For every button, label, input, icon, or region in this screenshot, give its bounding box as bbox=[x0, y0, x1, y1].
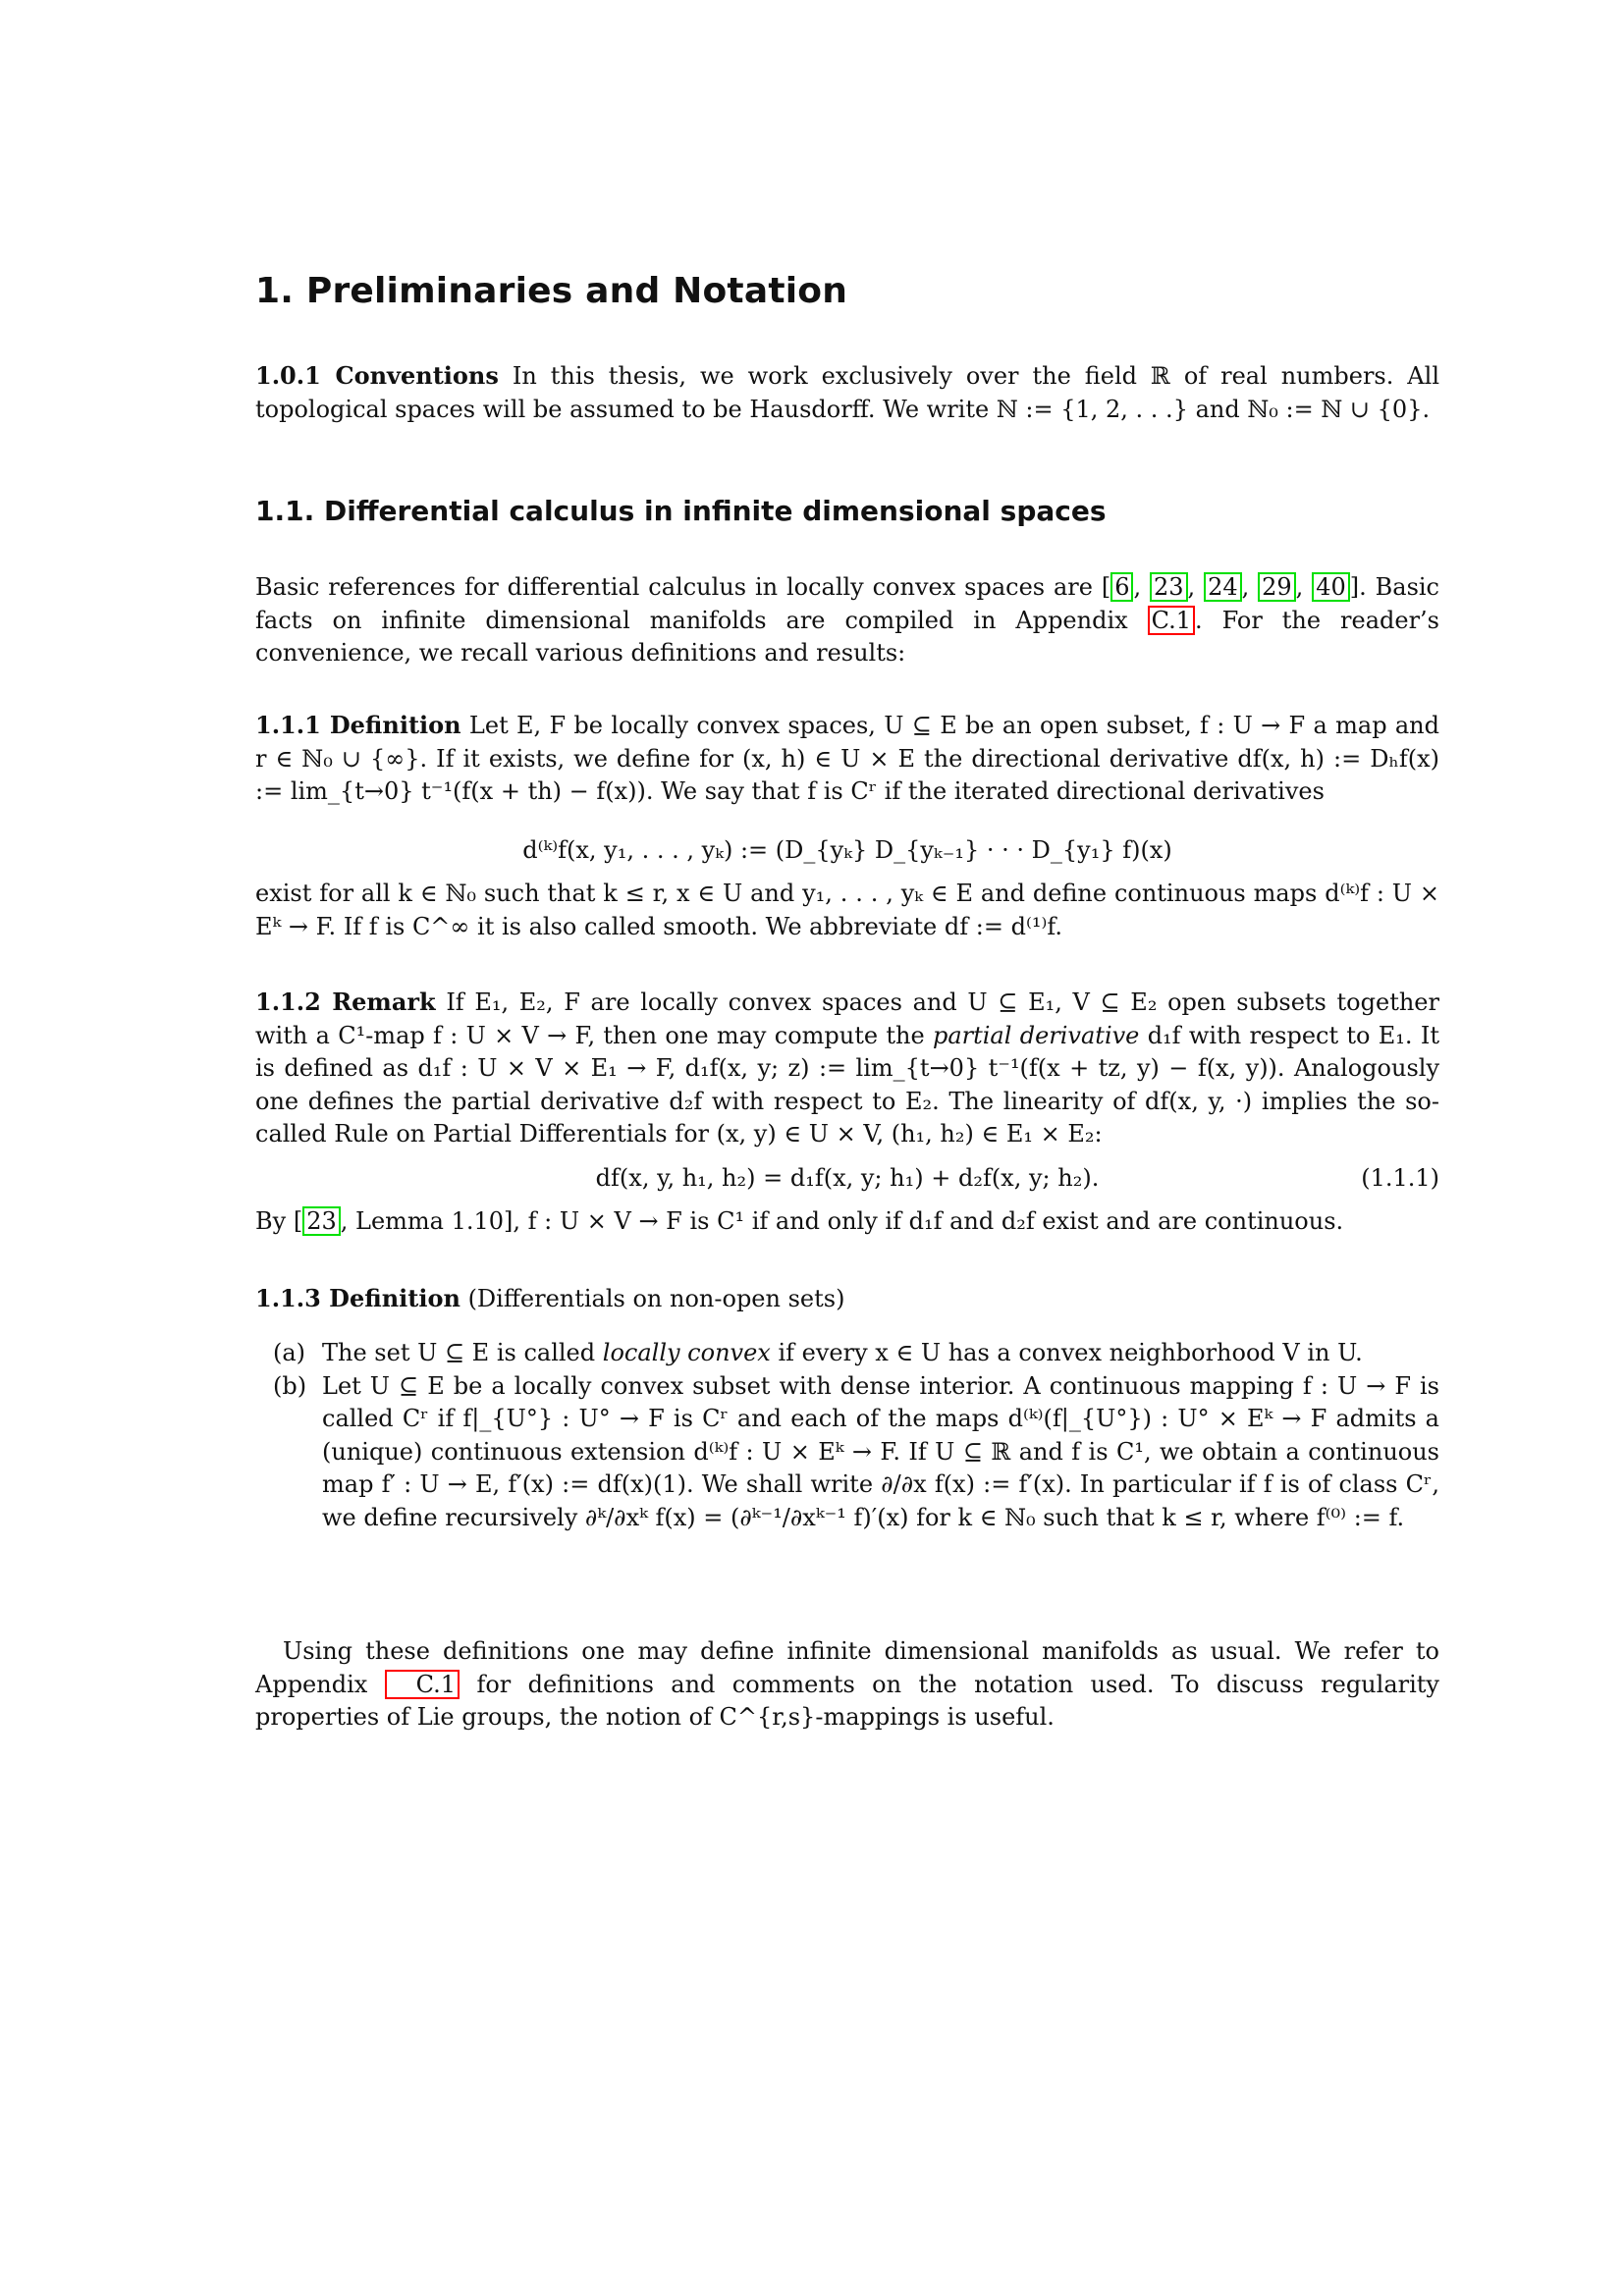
list-item bbox=[255, 1337, 1439, 1370]
closing-text-after: for definitions and comments on the notation used. To discuss regularity properties of Lie groups, the notion of C^{r,s}-mappings is useful. bbox=[255, 1670, 1439, 1731]
definition-1-1-3 bbox=[255, 1282, 1439, 1316]
citation-link[interactable]: 23 bbox=[302, 1206, 341, 1236]
appendix-link[interactable]: C.1 bbox=[385, 1670, 460, 1699]
definition-continuation: exist for all k ∈ ℕ₀ such that k ≤ r, x ∈ U and y₁, . . . , yₖ ∈ E and define continuous maps d⁽ᵏ⁾f : U × Eᵏ → F. If f is C^∞ it is also called smooth. We abbreviate df := d⁽¹⁾f. bbox=[255, 880, 1439, 940]
intro-text-after: . For the reader’s convenience, we recall various definitions and results: bbox=[255, 606, 1439, 667]
conventions-paragraph bbox=[255, 359, 1439, 426]
display-equation: d⁽ᵏ⁾f(x, y₁, . . . , yₖ) := (D_{yₖ} D_{yₖ₋₁} · · · D_{y₁} f)(x) bbox=[522, 836, 1172, 864]
remark-label: 1.1.2 Remark bbox=[255, 988, 436, 1016]
closing-paragraph bbox=[255, 1635, 1439, 1735]
display-equation: df(x, y, h₁, h₂) = d₁f(x, y; h₁) + d₂f(x, y; h₂). bbox=[595, 1164, 1100, 1192]
section-title: 1.1. Differential calculus in infinite dimensional spaces bbox=[255, 495, 1107, 527]
item-text: Let U ⊆ E be a locally convex subset with dense interior. A continuous mapping f : U → F is called Cʳ if f|_{U°} : U° → F is Cʳ and each of the maps d⁽ᵏ⁾(f|_{U°}) : U° × Eᵏ → F admits a (unique) continuous extension d⁽ᵏ⁾f : U × Eᵏ → F. If U ⊆ ℝ and f is C¹, we obtain a continuous map f′ : U → E, f′(x) := df(x)(1). We shall write ∂/∂x f(x) := f′(x). In particular if f is of class Cʳ, we define recursively ∂ᵏ/∂xᵏ f(x) = (∂ᵏ⁻¹/∂xᵏ⁻¹ f)′(x) for k ∈ ℕ₀ such that k ≤ r, where f⁽⁰⁾ := f. bbox=[322, 1371, 1439, 1531]
remark-text-after: d₁f with respect to E₁. It is defined as d₁f : U × V × E₁ → F, d₁f(x, y; z) := lim_{t→0} t⁻¹(f(x + tz, y) − f(x, y)). Analogously one defines the partial derivative d₂f with respect to E₂. The linearity of df(x, y, ·) implies the so-called Rule on Partial Differentials for (x, y) ∈ U × V, (h₁, h₂) ∈ E₁ × E₂: bbox=[255, 1021, 1439, 1148]
conventions-text: In this thesis, we work exclusively over the field ℝ of real numbers. All topological spaces will be assumed to be Hausdorff. We write ℕ := {1, 2, . . .} and ℕ₀ := ℕ ∪ {0}. bbox=[255, 362, 1439, 423]
item-label: (b) bbox=[273, 1371, 307, 1400]
item-text-before: The set U ⊆ E is called bbox=[322, 1339, 596, 1366]
citation-link[interactable]: 6 bbox=[1110, 572, 1133, 602]
equation-number: (1.1.1) bbox=[1361, 1164, 1439, 1192]
emphasis: locally convex bbox=[602, 1339, 771, 1366]
definition-label: 1.1.3 Definition bbox=[255, 1284, 460, 1312]
remark-by-after: , Lemma 1.10], f : U × V → F is C¹ if and only if d₁f and d₂f exist and are continuous. bbox=[340, 1207, 1344, 1235]
definition-text: Let E, F be locally convex spaces, U ⊆ E be an open subset, f : U → F a map and r ∈ ℕ₀ ∪ {∞}. If it exists, we define for (x, h) ∈ U × E the directional derivative df(x, h) := Dₕf(x) := lim_{t→0} t⁻¹(f(x + th) − f(x)). We say that f is Cʳ if the iterated directional derivatives bbox=[255, 712, 1439, 805]
citation-link[interactable]: 23 bbox=[1150, 572, 1188, 602]
citation-link[interactable]: 24 bbox=[1204, 572, 1242, 602]
remark-text-before: If E₁, E₂, F are locally convex spaces and U ⊆ E₁, V ⊆ E₂ open subsets together with a C¹-map f : U × V → F, then one may compute the bbox=[255, 988, 1439, 1049]
remark-by-before: By bbox=[255, 1207, 287, 1235]
intro-text-mid: . Basic facts on infinite dimensional manifolds are compiled in Appendix bbox=[255, 573, 1439, 634]
definition-label: 1.1.1 Definition bbox=[255, 711, 461, 739]
intro-text-before: Basic references for differential calculus in locally convex spaces are bbox=[255, 573, 1093, 601]
citation-link[interactable]: 40 bbox=[1312, 572, 1350, 602]
definition-item-list bbox=[255, 1337, 1439, 1534]
item-text-after: if every x ∈ U has a convex neighborhood V in U. bbox=[778, 1339, 1363, 1366]
remark-followup: By [ 23 , Lemma 1.10], f : U × V → F is C¹ if and only if d₁f and d₂f exist and are continuous. bbox=[255, 1207, 1344, 1235]
list-item bbox=[255, 1370, 1439, 1535]
intro-paragraph: Basic references for differential calculus in locally convex spaces are [ 6 , 23 , 24 , 29 , 40 ]. Basic facts on infinite dimensional manifolds are compiled in Appendix C.1 . For the reader’s convenience, we recall various definitions and results: bbox=[255, 573, 1439, 667]
citation-link[interactable]: 29 bbox=[1258, 572, 1296, 602]
definition-1-1-1 bbox=[255, 709, 1439, 809]
remark-1-1-2 bbox=[255, 986, 1439, 1151]
appendix-link[interactable]: C.1 bbox=[1148, 606, 1195, 635]
chapter-title: 1. Preliminaries and Notation bbox=[255, 271, 848, 311]
definition-subtitle: (Differentials on non-open sets) bbox=[467, 1285, 845, 1312]
conventions-label: 1.0.1 Conventions bbox=[255, 361, 499, 390]
emphasis: partial derivative bbox=[932, 1021, 1140, 1049]
closing-text-before: Using these definitions one may define infinite dimensional manifolds as usual. We refer to Appendix bbox=[255, 1637, 1439, 1698]
item-label: (a) bbox=[273, 1339, 306, 1366]
